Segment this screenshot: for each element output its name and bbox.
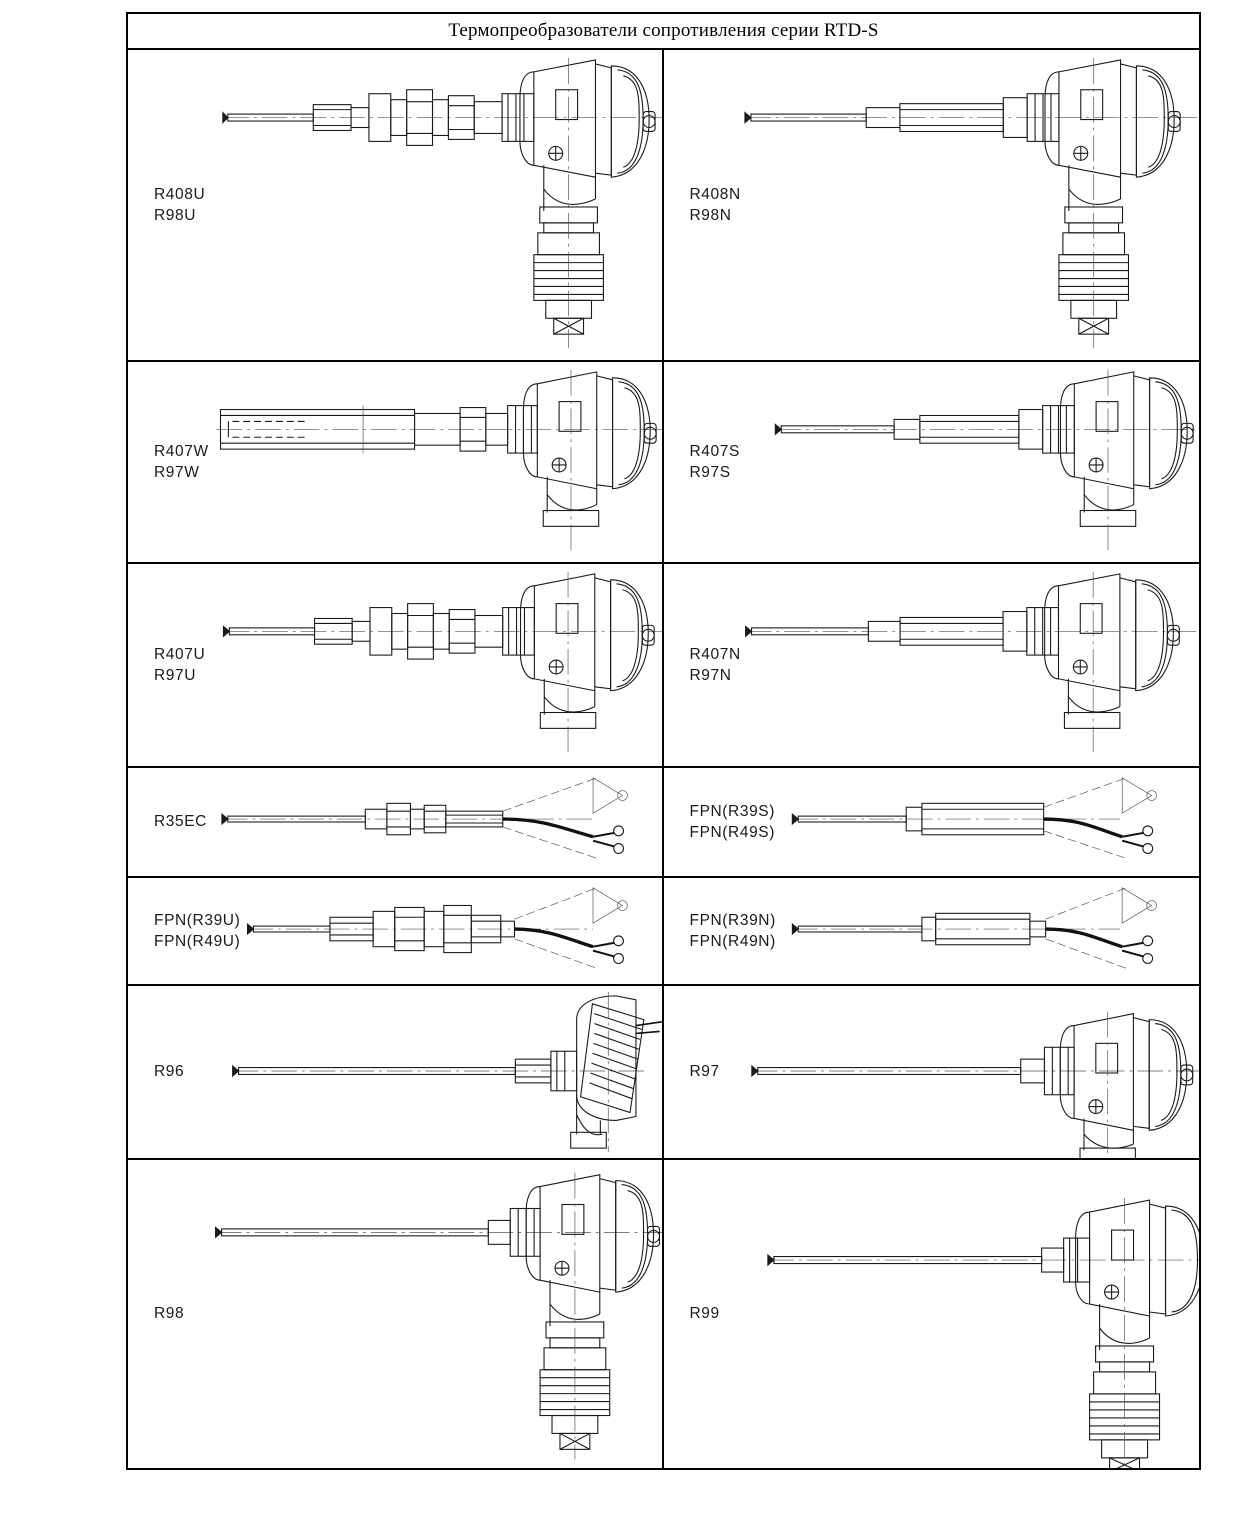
model-label: R98N: [689, 207, 732, 224]
model-labels: [128, 811, 207, 832]
model-label: R97W: [154, 464, 200, 481]
model-labels: [128, 910, 240, 953]
figure-rtd-probe-with-union-head: [128, 564, 662, 766]
cell-r408n: [664, 50, 1200, 360]
cell-r35ec: [128, 768, 664, 876]
table-row: [128, 878, 1199, 986]
table-row: [128, 986, 1199, 1160]
cell-r407w: [128, 362, 664, 562]
model-label: FPN(R49U): [154, 933, 241, 950]
model-labels: [128, 644, 205, 687]
model-label: R408U: [154, 185, 206, 203]
model-labels: [664, 184, 741, 227]
model-label: R407U: [154, 645, 206, 663]
model-label: R97U: [154, 667, 197, 684]
figure-rtd-probe-round-head: [664, 986, 1200, 1158]
model-labels: [664, 910, 776, 953]
page-title: Термопреобразователи сопротивления серии RTD-S: [448, 20, 879, 41]
cell-fpn-r39u: [128, 878, 664, 984]
model-label: R98: [154, 1305, 185, 1323]
cell-r408u: [128, 50, 664, 360]
model-labels: [664, 1303, 720, 1324]
cell-r407n: [664, 564, 1200, 766]
model-label: R97N: [689, 667, 732, 684]
figure-rtd-probe-head-with-connector: [664, 1160, 1200, 1468]
model-label: R97S: [689, 464, 731, 481]
cell-r96: [128, 986, 664, 1158]
figure-rtd-probe-with-union-and-connector-head: [128, 50, 662, 360]
cell-r97: [664, 986, 1200, 1158]
table-title-row: [128, 14, 1199, 50]
model-label: R407N: [689, 645, 741, 663]
figure-rtd-probe-plain-stem-head: [664, 564, 1200, 766]
table-row: [128, 50, 1199, 362]
figure-rtd-probe-head-with-cable-gland: [128, 1160, 662, 1468]
cell-r407u: [128, 564, 664, 766]
model-labels: [128, 441, 209, 484]
table-row: [128, 1160, 1199, 1468]
model-label: R407S: [689, 442, 740, 460]
model-label: FPN(R39N): [689, 911, 776, 929]
figure-rtd-probe-terminal-block-head: [128, 986, 662, 1158]
model-label: R98U: [154, 207, 197, 224]
cell-fpn-r39s: [664, 768, 1200, 876]
model-labels: [664, 441, 740, 484]
model-labels: [128, 1303, 184, 1324]
table-row: [128, 564, 1199, 768]
table-row: [128, 362, 1199, 564]
model-label: R97: [689, 1063, 720, 1081]
product-overview-table: [126, 12, 1201, 1470]
model-label: FPN(R39S): [689, 802, 775, 820]
model-label: R99: [689, 1305, 720, 1323]
model-label: R96: [154, 1063, 185, 1081]
figure-rtd-cable-probe-with-union: [128, 768, 662, 876]
model-labels: [664, 801, 776, 844]
model-label: FPN(R49S): [689, 824, 775, 841]
table-row: [128, 768, 1199, 878]
cell-r407s: [664, 362, 1200, 562]
model-labels: [128, 184, 205, 227]
model-labels: [128, 1061, 184, 1082]
model-labels: [664, 644, 741, 687]
cell-r98: [128, 1160, 664, 1468]
figure-rtd-probe-plain-stem-connector-head: [664, 50, 1200, 360]
model-label: FPN(R39U): [154, 911, 241, 929]
figure-rtd-probe-stepped-stem-head: [664, 362, 1200, 562]
model-label: FPN(R49N): [689, 933, 776, 950]
model-label: R408N: [689, 185, 741, 203]
cell-fpn-r39n: [664, 878, 1200, 984]
model-labels: [664, 1061, 720, 1082]
cell-r99: [664, 1160, 1200, 1468]
model-label: R35EC: [154, 813, 207, 831]
model-label: R407W: [154, 442, 209, 460]
